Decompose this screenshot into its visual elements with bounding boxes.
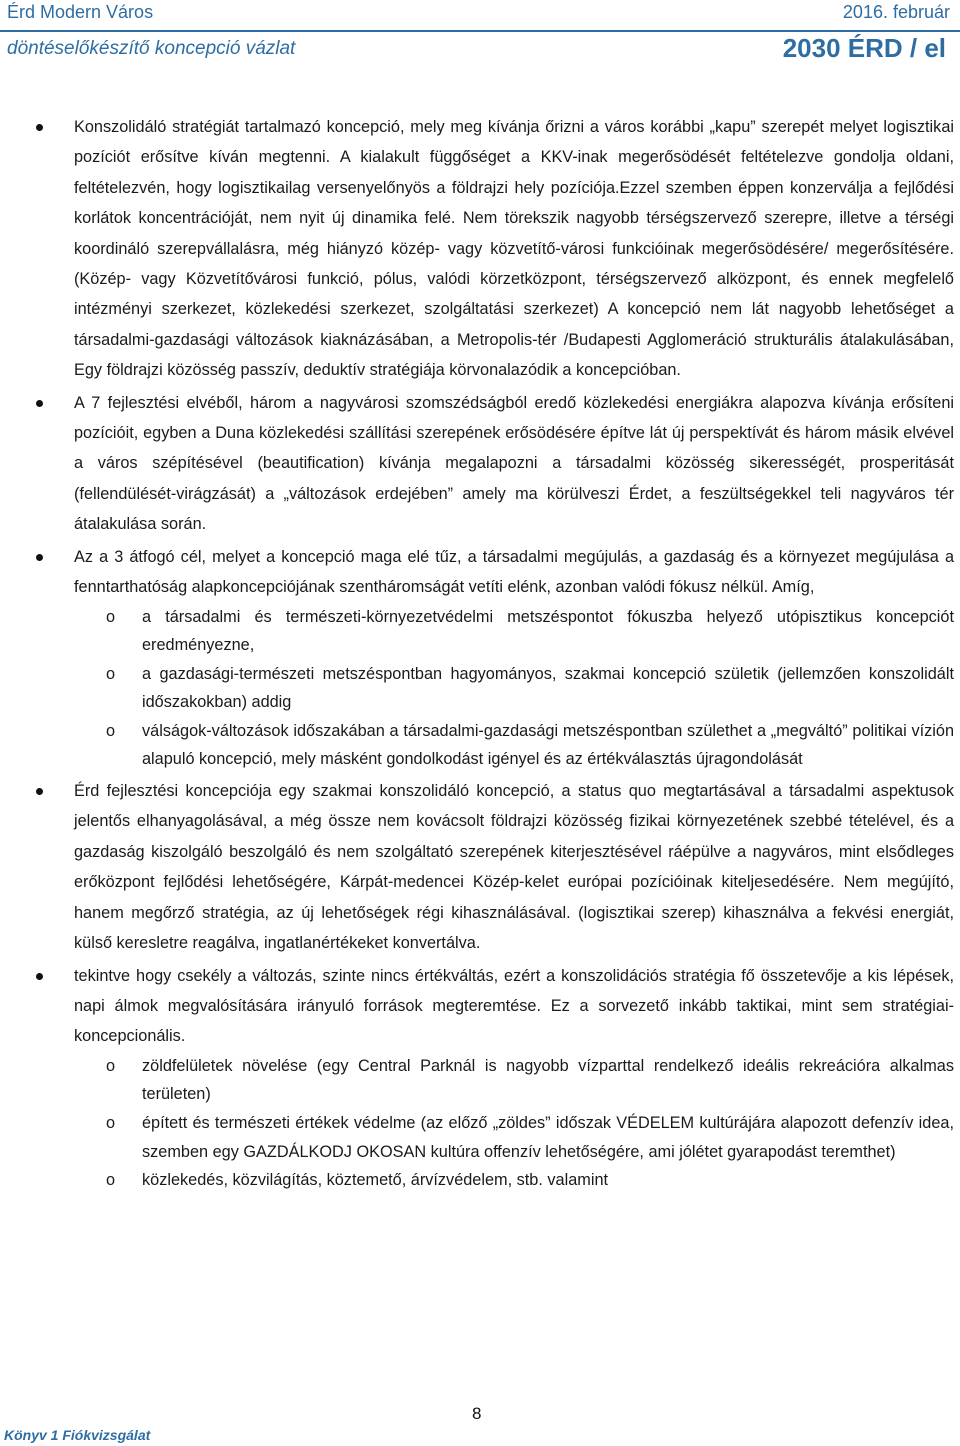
page-header — [0, 0, 960, 72]
sub-item — [36, 1109, 954, 1166]
document-body — [36, 112, 954, 1195]
bullet-marker — [36, 400, 43, 407]
sub-marker: o — [106, 1113, 116, 1132]
sub-text: a gazdasági-természeti metszéspontban hagyományos, szakmai koncepció születik (jellemzően konszolidált időszakokban) addig — [142, 664, 954, 712]
bullet-marker — [36, 554, 43, 561]
header-title: Érd Modern Város — [7, 2, 154, 22]
page-footer — [0, 1400, 960, 1446]
sub-text: a társadalmi és természeti-környezetvédelmi metszéspontot fókuszba helyező utópisztikus koncepciót eredményezne, — [142, 607, 954, 655]
bullet-text: Az a 3 átfogó cél, melyet a koncepció maga elé tűz, a társadalmi megújulás, a gazdaság és a környezet megújulása a fenntarthatóság alapkoncepciójának szentháromságát vetíti elénk, azonban valódi fókusz nélkül. Amíg, — [74, 547, 954, 597]
bullet-item-4 — [36, 776, 954, 958]
sub-item — [36, 603, 954, 660]
header-subtitle: döntéselőkészítő koncepció vázlat — [7, 38, 296, 59]
bullet-text: Konszolidáló stratégiát tartalmazó koncepció, mely meg kívánja őrizni a város korábbi „kapu” szerepét melyet logisztikai pozíciót erősítve kíván megtenni. A kialakult függőséget a KKV-inak megerősödését feltételezve gondolja oldani, feltételezvén, hogy logisztikailag versenyelőnyös a földrajzi hely pozíciója.Ezzel szemben éppen konzerválja a fejlődési korlátok koncentrációját, nem nyit új dinamika felé. Nem törekszik nagyobb térségszervező szerepre, illetve a térségi koordináló szerepvállalásra, még hiányzó közép- vagy közvetítő-városi funkcióinak megerősödésére/ megerősítésére. (Közép- vagy Közvetítővárosi funkció, pólus, valódi körzetközpont, térségszervező alközpont, és ennek megfelelő intézményi szerkezet, közlekedési szerkezet, szolgáltatási szerkezet) A koncepció nem lát nagyobb lehetőséget a társadalmi-gazdasági változások kiaknázásában, a Metropolis-tér /Budapesti Agglomeráció strukturális átalakulásában, Egy földrajzi közösség passzív, deduktív stratégiája körvonalazódik a koncepcióban. — [74, 118, 954, 380]
sub-text: válságok-változások időszakában a társadalmi-gazdasági metszéspontban születhet a „megváltó” politikai vízión alapuló koncepció, mely másként gondolkodást igényel és az értékválasztás újragondolását — [142, 721, 954, 769]
bullet-item-2 — [36, 388, 954, 540]
footer-label: Könyv 1 Fiókvizsgálat — [4, 1427, 151, 1443]
header-divider — [0, 30, 960, 32]
bullet-item-3 — [36, 542, 954, 603]
sub-marker: o — [106, 1171, 116, 1190]
bullet-marker — [36, 973, 43, 980]
page-number: 8 — [472, 1404, 482, 1423]
bullet-marker — [36, 788, 43, 795]
sub-text: zöldfelületek növelése (egy Central Parknál is nagyobb vízparttal rendelkező ideális rekreációra alkalmas területen) — [142, 1056, 954, 1104]
bullet-text: Érd fejlesztési koncepciója egy szakmai konszolidáló koncepció, a status quo megtartásával a társadalmi aspektusok jelentős elhanyagolásával, a még össze nem kovácsolt földrajzi közösség fizikai környezetének szebbé tételével, és a gazdaság kiszolgáló beszolgáló és nem szolgáltató szerepének kiterjesztésével ráépülve a nagyváros, mint elsődleges erőközpont fejlődési lehetőségére, Kárpát-medencei Közép-kelet európai pozícióinak kiteljesedésére. Nem megújító, hanem megőrző stratégia, az új lehetőségek régi kihasználásával. (logisztikai szerep) kihasználva a fekvési energiát, külső keresletre reagálva, ingatlanértékeket konvertálva. — [74, 782, 954, 953]
sub-marker: o — [106, 607, 116, 626]
sub-item — [36, 1052, 954, 1109]
bullet-item-5 — [36, 961, 954, 1052]
header-date: 2016. február — [842, 2, 950, 22]
sub-item — [36, 1166, 954, 1195]
bullet-text: A 7 fejlesztési elvéből, három a nagyvárosi szomszédságból eredő közlekedési energiákra alapozva kívánja erősíteni pozícióit, egyben a Duna közlekedési szállítási szerepének erősödésére építve lát új perspektívát és három másik elvével a város szépítésével (beautification) kívánja megalapozni a társadalmi közösség sikerességét, prosperitását (fellendülését-virágzását) a „változások erdejében” amely ma körülveszi Érdet, a feszültségekkel teli nagyváros tér átalakulása során. — [74, 393, 954, 534]
bullet-marker — [36, 124, 43, 131]
sub-marker: o — [106, 1056, 116, 1075]
sub-text: épített és természeti értékek védelme (az előző „zöldes” időszak VÉDELEM kultúrájára alapozott defenzív idea, szemben egy GAZDÁLKODJ OKOSAN kultúra offenzív lehetőségére, ami jólétet gyarapodást teremthet) — [142, 1113, 954, 1161]
sub-item — [36, 660, 954, 717]
bullet-item-1 — [36, 112, 954, 386]
sub-text: közlekedés, közvilágítás, köztemető, árvízvédelem, stb. valamint — [142, 1171, 609, 1190]
header-doc-code: 2030 ÉRD / el — [782, 33, 946, 63]
sub-item — [36, 717, 954, 774]
sub-marker: o — [106, 664, 116, 683]
bullet-text: tekintve hogy csekély a változás, szinte nincs értékváltás, ezért a konszolidációs stratégia fő összetevője a kis lépések, napi álmok megvalósítására irányuló források megteremtése. Ez a sorvezető inkább taktikai, mint sem stratégiai-koncepcionális. — [74, 966, 954, 1046]
sub-marker: o — [106, 721, 116, 740]
